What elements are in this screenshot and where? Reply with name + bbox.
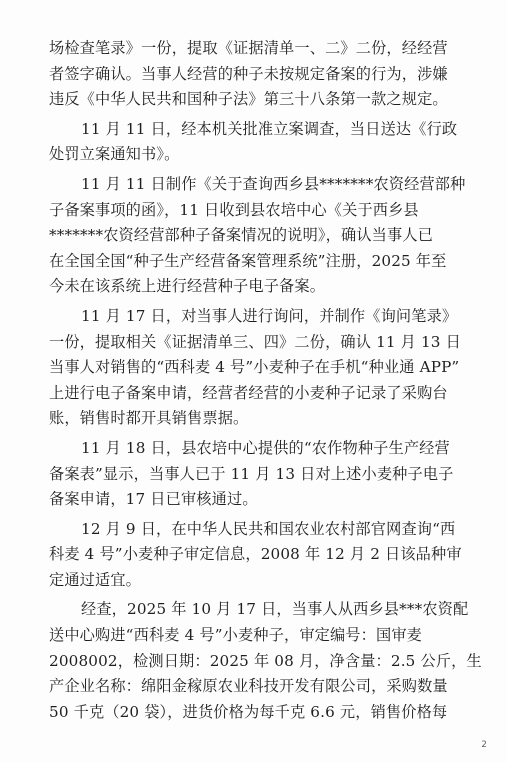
paragraph-line: 11 月 11 日，经本机关批准立案调查，当日送达《行政 bbox=[81, 119, 458, 138]
page-number: 2 bbox=[481, 740, 487, 750]
paragraph bbox=[49, 517, 469, 594]
document-body bbox=[49, 36, 482, 725]
paragraph-line: 送中心购进“西科麦 4 号”小麦种子，审定编号：国审麦 bbox=[49, 626, 423, 645]
paragraph-line: 当事人对销售的“西科麦 4 号”小麦种子在手机“种业通 APP” bbox=[49, 358, 460, 377]
paragraph-line: 科麦 4 号”小麦种子审定信息，2008 年 12 月 2 日该品种审 bbox=[49, 545, 462, 564]
paragraph-line: 账，销售时都开具销售票据。 bbox=[49, 409, 249, 428]
paragraph-line: 今未在该系统上进行经营种子电子备案。 bbox=[49, 277, 326, 296]
paragraph-line: 产企业名称：绵阳金稼原农业科技开发有限公司，采购数量 bbox=[49, 677, 448, 696]
paragraph bbox=[49, 304, 469, 432]
paragraph-line: 上进行电子备案申请，经营者经营的小麦种子记录了采购台 bbox=[49, 383, 448, 402]
paragraph-line: 备案申请，17 日已审核通过。 bbox=[49, 490, 258, 509]
paragraph bbox=[49, 172, 469, 300]
paragraph-line: 备案表”显示，当事人已于 11 月 13 日对上述小麦种子电子 bbox=[49, 464, 454, 483]
paragraph-line: 12 月 9 日，在中华人民共和国农业农村部官网查询“西 bbox=[81, 519, 456, 538]
paragraph-line: 2008002，检测日期：2025 年 08 月，净含量：2.5 公斤，生 bbox=[49, 651, 482, 670]
paragraph-line: 者签字确认。当事人经营的种子未按规定备案的行为，涉嫌 bbox=[49, 64, 448, 83]
paragraph-line: 11 月 18 日，县农培中心提供的“农作物种子生产经营 bbox=[81, 438, 450, 457]
paragraph bbox=[49, 36, 469, 113]
paragraph bbox=[49, 597, 482, 725]
paragraph-line: 11 月 17 日，对当事人进行询问，并制作《询问笔录》 bbox=[81, 306, 458, 325]
paragraph-line: 定通过适宜。 bbox=[49, 570, 142, 589]
paragraph-line: 11 月 11 日制作《关于查询西乡县*******农资经营部种 bbox=[81, 174, 466, 193]
paragraph-line: 50 千克（20 袋），进货价格为每千克 6.6 元，销售价格每 bbox=[49, 702, 448, 721]
paragraph-line: 违反《中华人民共和国种子法》第三十八条第一款之规定。 bbox=[49, 90, 448, 109]
paragraph-line: 场检查笔录》一份，提取《证据清单一、二》二份，经经营 bbox=[49, 39, 448, 57]
paragraph-line: 处罚立案通知书》。 bbox=[49, 145, 180, 164]
paragraph-line: 一份，提取相关《证据清单三、四》二份，确认 11 月 13 日 bbox=[49, 332, 461, 351]
paragraph-line: 经查，2025 年 10 月 17 日，当事人从西乡县***农资配 bbox=[81, 600, 469, 619]
paragraph-line: 在全国全国“种子生产经营备案管理系统”注册，2025 年至 bbox=[49, 251, 447, 270]
paragraph-line: *******农资经营部种子备案情况的说明》，确认当事人已 bbox=[49, 226, 434, 245]
paragraph bbox=[49, 117, 469, 168]
paragraph bbox=[49, 436, 469, 513]
paragraph-line: 子备案事项的函》，11 日收到县农培中心《关于西乡县 bbox=[49, 200, 419, 219]
